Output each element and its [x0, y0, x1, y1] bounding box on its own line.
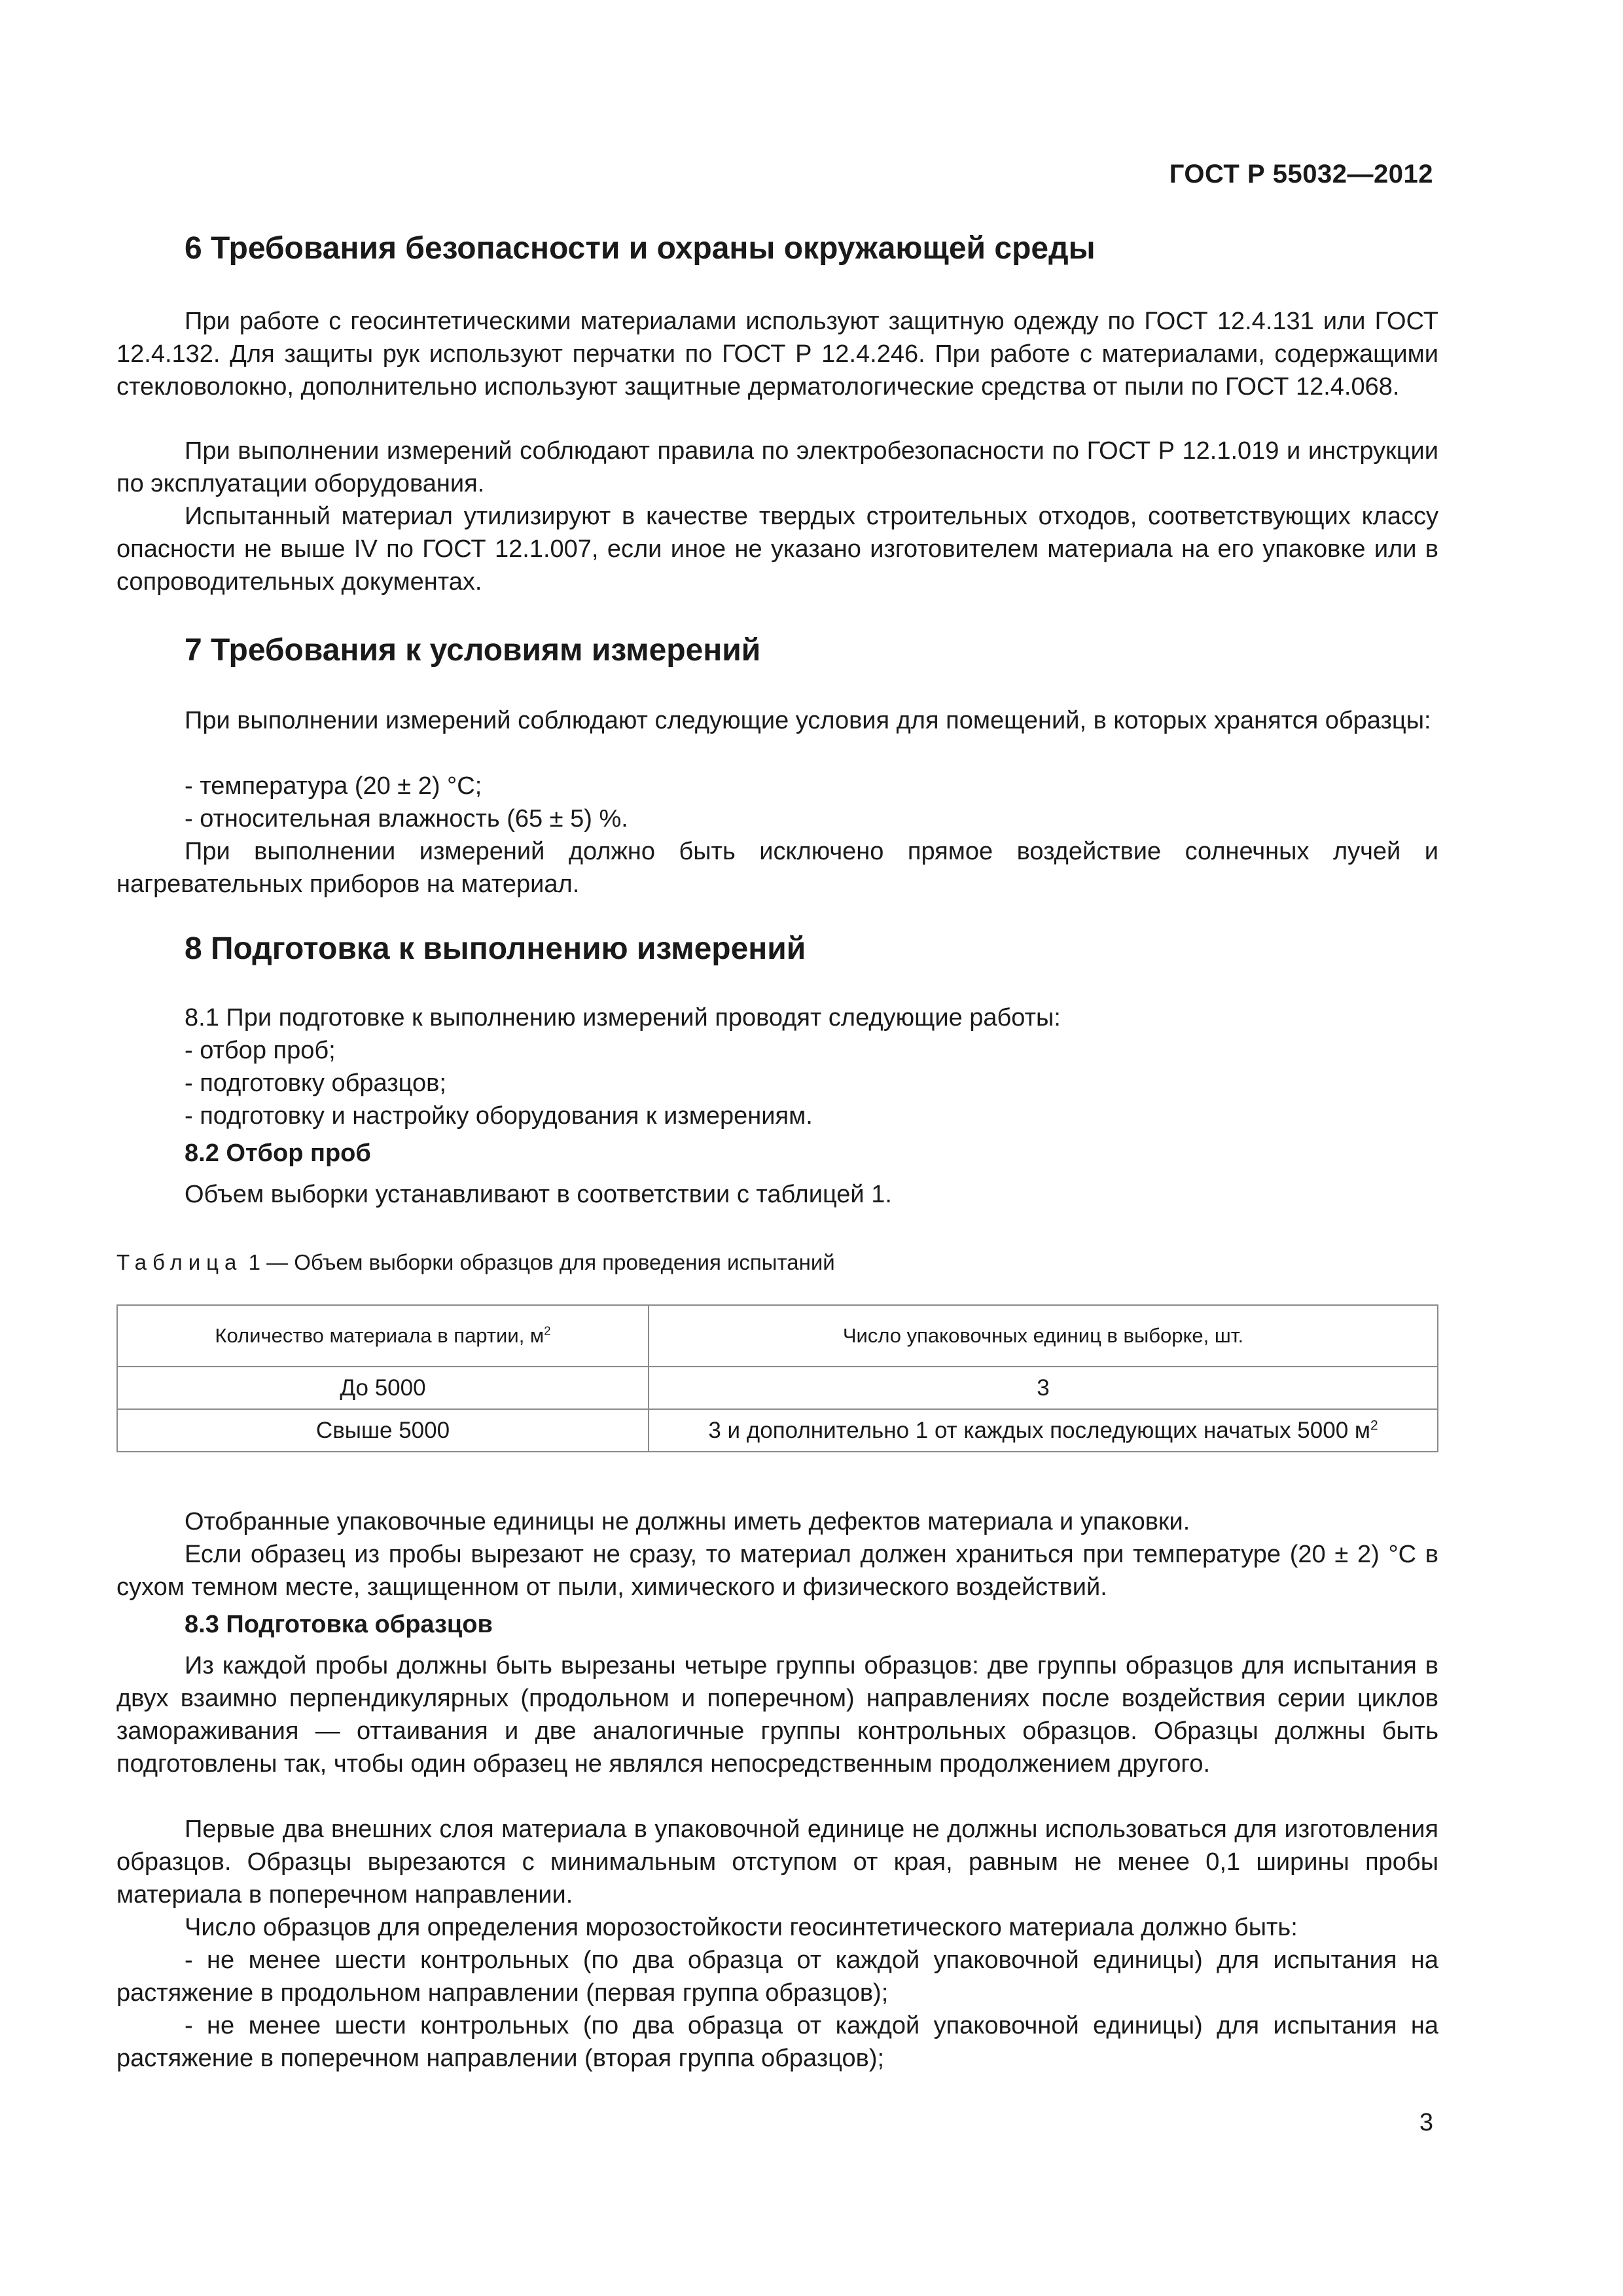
section-7-item-2: - относительная влажность (65 ± 5) %. — [185, 805, 628, 833]
table-row — [117, 1409, 1438, 1452]
table-cell-units-sup: 2 — [1370, 1417, 1378, 1433]
table-header-row — [117, 1305, 1438, 1367]
table-cell-units — [649, 1409, 1438, 1452]
clause-8-1-item-2: - подготовку образцов; — [185, 1069, 446, 1097]
clause-8-2-paragraph: Объем выборки устанавливают в соответствии с таблицей 1. — [185, 1181, 892, 1208]
table-header-quantity-sup: 2 — [544, 1323, 551, 1338]
clause-8-3-item-1: - не менее шести контрольных (по два образца от каждой упаковочной единицы) для испытания на растяжение в продольном направлении (первая группа образцов); — [116, 1946, 1438, 2007]
standard-code: ГОСТ Р 55032—2012 — [1169, 160, 1433, 188]
section-7-paragraph-2: При выполнении измерений должно быть исключено прямое воздействие солнечных лучей и нагревательных приборов на материал. — [116, 838, 1438, 898]
section-6-paragraph-1: При работе с геосинтетическими материалами используют защитную одежду по ГОСТ 12.4.131 или ГОСТ 12.4.132. Для защиты рук используют перчатки по ГОСТ Р 12.4.246. При работе с материалами, содержащими стекловолокно, дополнительно используют защитные дерматологические средства от пыли по ГОСТ 12.4.068. — [116, 308, 1438, 401]
table-cell-quantity: До 5000 — [117, 1367, 649, 1409]
clause-8-3-paragraph-3: Число образцов для определения морозостойкости геосинтетического материала должно быть: — [185, 1914, 1298, 1941]
section-6-paragraph-3: Испытанный материал утилизируют в качестве твердых строительных отходов, соответствующих классу опасности не выше IV по ГОСТ 12.1.007, если иное не указано изготовителем материала на его упаковке или в сопроводительных документах. — [116, 503, 1438, 596]
clause-8-1-item-1: - отбор проб; — [185, 1037, 336, 1064]
section-6-paragraph-2: При выполнении измерений соблюдают правила по электробезопасности по ГОСТ Р 12.1.019 и инструкции по эксплуатации оборудования. — [116, 437, 1438, 497]
clause-8-2-title: 8.2 Отбор проб — [185, 1139, 371, 1167]
section-7-title: 7 Требования к условиям измерений — [185, 633, 761, 668]
section-7-item-1: - температура (20 ± 2) °С; — [185, 772, 482, 800]
table-cell-units-text: 3 и дополнительно 1 от каждых последующих начатых 5000 м — [708, 1417, 1370, 1443]
table-1-caption-text: 1 — Объем выборки образцов для проведения испытаний — [248, 1250, 835, 1274]
table-cell-units: 3 — [649, 1367, 1438, 1409]
clause-8-2-paragraph-2: Отобранные упаковочные единицы не должны иметь дефектов материала и упаковки. — [185, 1508, 1190, 1535]
clause-8-3-paragraph-2: Первые два внешних слоя материала в упаковочной единице не должны использоваться для изготовления образцов. Образцы вырезаются с минимальным отступом от края, равным не менее 0,1 ширины пробы материала в поперечном направлении. — [116, 1816, 1438, 1909]
clause-8-2-paragraph-3: Если образец из пробы вырезают не сразу, то материал должен храниться при температуре (20 ± 2) °С в сухом темном месте, защищенном от пыли, химического и физического воздействий. — [116, 1541, 1438, 1601]
clause-8-1-item-3: - подготовку и настройку оборудования к измерениям. — [185, 1102, 813, 1130]
page-number: 3 — [1419, 2109, 1433, 2136]
clause-8-3-paragraph-1: Из каждой пробы должны быть вырезаны четыре группы образцов: две группы образцов для испытания в двух взаимно перпендикулярных (продольном и поперечном) направлениях после воздействия серии циклов замораживания — оттаивания и две аналогичные группы контрольных образцов. Образцы должны быть подготовлены так, чтобы один образец не являлся непосредственным продолжением другого. — [116, 1652, 1438, 1778]
section-6-title: 6 Требования безопасности и охраны окружающей среды — [185, 231, 1096, 266]
table-header-units: Число упаковочных единиц в выборке, шт. — [649, 1305, 1438, 1367]
table-header-quantity — [117, 1305, 649, 1367]
table-1-caption-label: Таблица — [116, 1250, 243, 1274]
table-header-quantity-text: Количество материала в партии, м — [215, 1324, 544, 1347]
section-8-title: 8 Подготовка к выполнению измерений — [185, 931, 806, 966]
table-1-caption — [116, 1250, 835, 1275]
clause-8-3-item-2: - не менее шести контрольных (по два образца от каждой упаковочной единицы) для испытания на растяжение в поперечном направлении (вторая группа образцов); — [116, 2012, 1438, 2072]
clause-8-3-title: 8.3 Подготовка образцов — [185, 1611, 493, 1638]
table-row — [117, 1367, 1438, 1409]
table-cell-quantity: Свыше 5000 — [117, 1409, 649, 1452]
section-7-paragraph-1: При выполнении измерений соблюдают следующие условия для помещений, в которых хранятся образцы: — [185, 707, 1431, 734]
table-1 — [116, 1304, 1438, 1452]
clause-8-1: 8.1 При подготовке к выполнению измерений проводят следующие работы: — [185, 1004, 1061, 1031]
